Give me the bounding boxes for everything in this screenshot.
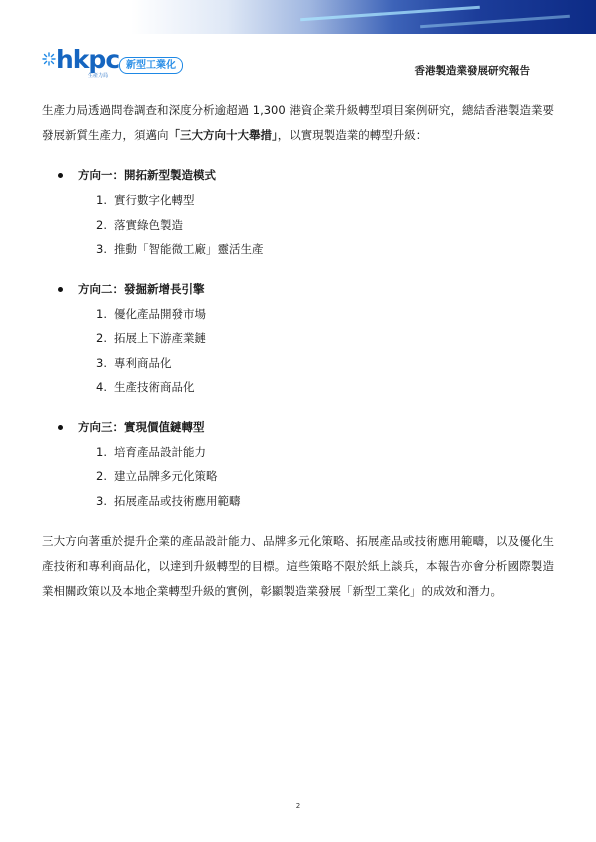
direction-title: 方向二：發掘新增長引擎	[78, 281, 205, 296]
logo-wordmark: hkpc	[56, 45, 120, 74]
item-number: 1.	[96, 444, 107, 459]
list-item	[42, 302, 554, 327]
closing-paragraph: 三大方向著重於提升企業的產品設計能力、品牌多元化策略、拓展產品或技術應用範疇，以及優化生產技術和專利商品化，以達到升級轉型的目標。這些策略不限於紙上談兵，本報告亦會分析國際製造業相關政策以及本地企業轉型升級的實例，彰顯製造業發展「新型工業化」的成效和潛力。	[42, 534, 554, 598]
direction-title: 方向一：開拓新型製造模式	[78, 168, 216, 182]
item-text: 實行數字化轉型	[114, 193, 195, 207]
item-number: 1.	[96, 193, 107, 207]
intro-text-before: 生產力局透過問卷調查和深度分析逾超過 1,300 港資企業升級轉型項目案例研究，總結香港製造業要發展新質生產力，須邁向	[42, 103, 554, 142]
direction-title: 方向三：實現價值鏈轉型	[78, 419, 205, 434]
list-item	[42, 213, 554, 238]
item-text: 生產技術商品化	[114, 380, 195, 394]
list-item	[42, 237, 554, 262]
item-number: 1.	[96, 306, 107, 321]
item-number: 2.	[96, 331, 107, 345]
direction-section-1	[42, 162, 554, 262]
banner-light-streak	[300, 6, 480, 22]
list-item	[42, 351, 554, 376]
item-number: 2.	[96, 217, 107, 232]
item-text: 拓展產品或技術應用範疇	[114, 493, 241, 508]
item-text: 推動「智能微工廠」靈活生產	[114, 242, 264, 256]
item-text: 建立品牌多元化策略	[114, 469, 218, 483]
logo-burst-icon	[42, 52, 56, 66]
item-text: 拓展上下游產業鏈	[114, 331, 206, 345]
item-text: 落實綠色製造	[114, 217, 183, 232]
logo-subtext: 生產力局	[88, 73, 109, 79]
direction-heading	[42, 162, 554, 188]
main-content	[42, 98, 554, 604]
direction-heading	[42, 276, 554, 302]
item-number: 3.	[96, 493, 107, 508]
item-text: 專利商品化	[114, 355, 172, 370]
item-text: 優化產品開發市場	[114, 306, 206, 321]
intro-paragraph	[42, 98, 554, 148]
list-item	[42, 489, 554, 514]
list-item	[42, 440, 554, 465]
intro-text-after: ，以實現製造業的轉型升級：	[277, 128, 428, 142]
item-text: 培育產品設計能力	[114, 444, 206, 459]
logo-badge: 新型工業化	[119, 57, 183, 74]
header-banner	[0, 0, 596, 34]
intro-emphasis: 「三大方向十大舉措」	[168, 128, 278, 142]
direction-heading	[42, 414, 554, 440]
list-item	[42, 464, 554, 489]
item-number: 3.	[96, 242, 107, 256]
direction-section-2	[42, 276, 554, 400]
bullet-icon	[58, 287, 63, 292]
list-item	[42, 375, 554, 400]
item-number: 2.	[96, 469, 107, 483]
list-item	[42, 326, 554, 351]
list-item	[42, 188, 554, 213]
report-title: 香港製造業發展研究報告	[414, 65, 530, 77]
direction-section-3	[42, 414, 554, 514]
bullet-icon	[58, 425, 63, 430]
item-number: 3.	[96, 355, 107, 370]
item-number: 4.	[96, 380, 107, 394]
bullet-icon	[58, 173, 63, 178]
banner-light-streak	[420, 15, 570, 28]
hkpc-logo	[42, 45, 202, 79]
page-number: 2	[295, 802, 301, 810]
